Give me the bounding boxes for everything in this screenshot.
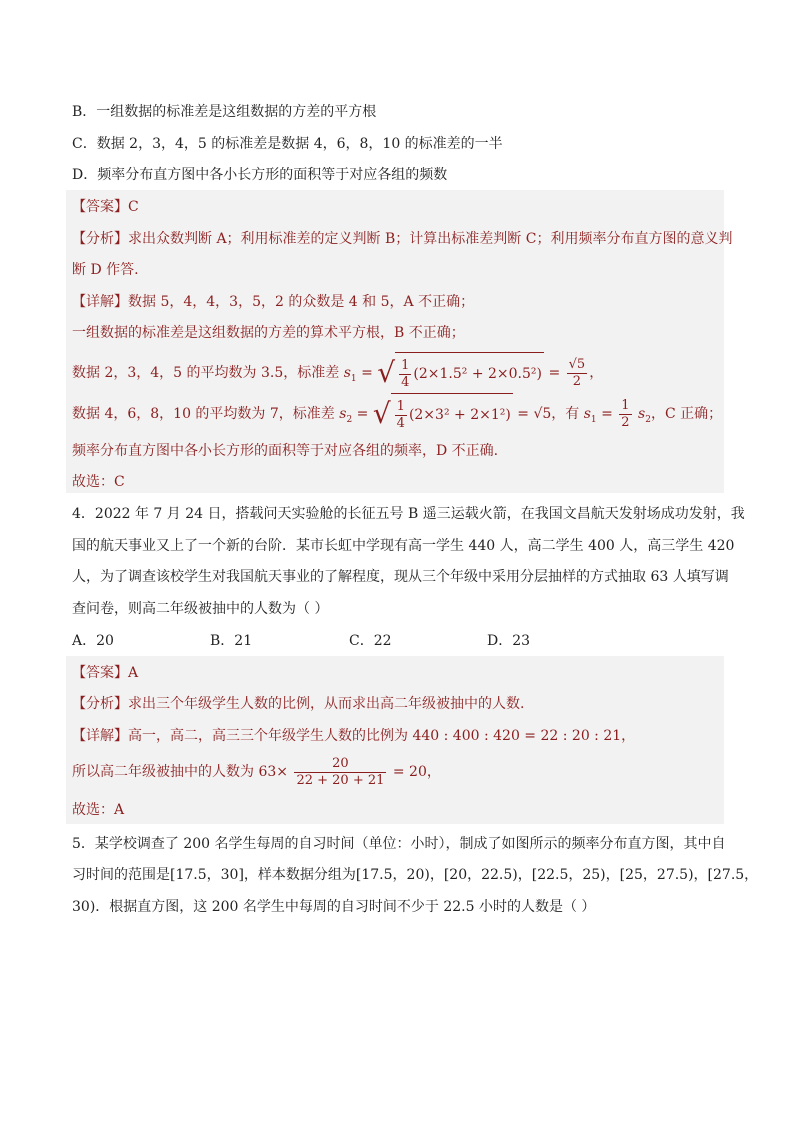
q4-stem-line1: 4．2022 年 7 月 24 日，搭载问天实验舱的长征五号 B 遥三运载火箭，在我国文昌航天发射场成功发射，我	[72, 506, 745, 522]
option-b: B．一组数据的标准差是这组数据的方差的平方根	[72, 104, 377, 120]
q3-half: $\frac{1}{2}$	[621, 397, 630, 430]
q3-choose: 故选：C	[72, 474, 125, 490]
q3-s1-inner: (2×1.5² + 2×0.5²)	[413, 366, 542, 382]
q3-s2-result: = √5	[517, 406, 552, 422]
q3-s1-result: $\frac{√5}{2}$	[568, 356, 586, 389]
q4-option-a: A．20	[72, 633, 114, 649]
q3-s2-inner: (2×3² + 2×1²)	[408, 407, 511, 423]
q3-detail3-tail: ，	[589, 365, 604, 381]
q5-stem-line1: 5．某学校调查了 200 名学生每周的自习时间（单位：小时），制成了如图所示的频率分布直方图，其中自	[72, 836, 726, 852]
q4-option-b: B．21	[210, 633, 253, 649]
q4-analysis: 【分析】求出三个年级学生人数的比例，从而求出高二年级被抽中的人数.	[72, 696, 525, 712]
q4-stem-line4: 查问卷，则高二年级被抽中的人数为（ ）	[72, 601, 329, 617]
q3-s1-sqrt: √ $\frac{1}{4}$ (2×1.5² + 2×0.5²)	[377, 352, 544, 394]
q4-choose: 故选：A	[72, 802, 125, 818]
q3-detail4-prefix: 数据 4，6，8，10 的平均数为 7，标准差	[72, 406, 335, 422]
q4-detail2-prefix: 所以高二年级被抽中的人数为 63×	[72, 764, 288, 780]
q3-detail-line2: 一组数据的标准差是这组数据的方差的算术平方根，B 不正确；	[72, 325, 465, 341]
option-c: C．数据 2，3，4，5 的标准差是数据 4，6，8，10 的标准差的一半	[72, 136, 503, 152]
q5-stem-line3: 30)．根据直方图，这 200 名学生中每周的自习时间不少于 22.5 小时的人数是（ ）	[72, 899, 596, 915]
q3-analysis-line1: 【分析】求出众数判断 A；利用标准差的定义判断 B；计算出标准差判断 C；利用频率分布直方图的意义判	[72, 231, 733, 247]
q3-detail-line5: 频率分布直方图中各小长方形的面积等于对应各组的频率，D 不正确.	[72, 443, 499, 459]
q3-detail4-tail: ，C 正确；	[650, 406, 723, 422]
q4-stem-line3: 人，为了调查该校学生对我国航天事业的了解程度，现从三个年级中采用分层抽样的方式抽取 63 人填写调	[72, 569, 729, 585]
option-d: D．频率分布直方图中各小长方形的面积等于对应各组的频数	[72, 167, 448, 183]
q3-s2-sqrt: √ $\frac{1}{4}$ (2×3² + 2×1²)	[373, 393, 513, 435]
q3-s1-eq: =	[361, 365, 373, 381]
q4-fraction: $\frac{20}{22 + 20 + 21}$	[296, 755, 385, 788]
q3-detail-line4: 数据 4，6，8，10 的平均数为 7，标准差 $s_2$ = √ $\frac{1}{4}$ (2×3² + 2×1²) = √5，有 $s_1$ = $\frac{1}{2}$ $s_2$，C 正确；	[72, 393, 722, 433]
q3-answer: 【答案】C	[72, 199, 139, 215]
q3-s1-result-eq: =	[548, 365, 561, 381]
q4-option-d: D．23	[487, 633, 531, 649]
q5-stem-line2: 习时间的范围是[17.5，30]，样本数据分组为[17.5，20)，[20，22.5)，[22.5，25)，[25，27.5)，[27.5，	[72, 867, 759, 883]
q4-option-c: C．22	[349, 633, 392, 649]
q4-detail2-tail: = 20，	[392, 764, 441, 780]
q4-stem-line2: 国的航天事业又上了一个新的台阶．某市长虹中学现有高一学生 440 人，高二学生 400 人，高三学生 420	[72, 538, 735, 554]
q3-detail-line1: 【详解】数据 5，4，4，3，5，2 的众数是 4 和 5，A 不正确；	[72, 294, 475, 310]
q3-detail-line3	[72, 352, 603, 392]
q3-detail3-prefix: 数据 2，3，4，5 的平均数为 3.5，标准差	[72, 365, 340, 381]
q3-s1-quarter: $\frac{1}{4}$	[401, 357, 410, 390]
q3-s1-symbol: $s_1$	[343, 365, 357, 384]
q3-analysis-line2: 断 D 作答.	[72, 262, 139, 278]
q4-detail-line2	[72, 752, 441, 792]
q4-detail-line1: 【详解】高一，高二，高三三个年级学生人数的比例为 440 : 400 : 420 = 22 : 20 : 21，	[72, 728, 636, 744]
q3-s2-symbol: $s_2$	[339, 406, 353, 425]
q3-detail4-mid: ，有	[551, 406, 580, 422]
q4-answer: 【答案】A	[72, 665, 139, 681]
